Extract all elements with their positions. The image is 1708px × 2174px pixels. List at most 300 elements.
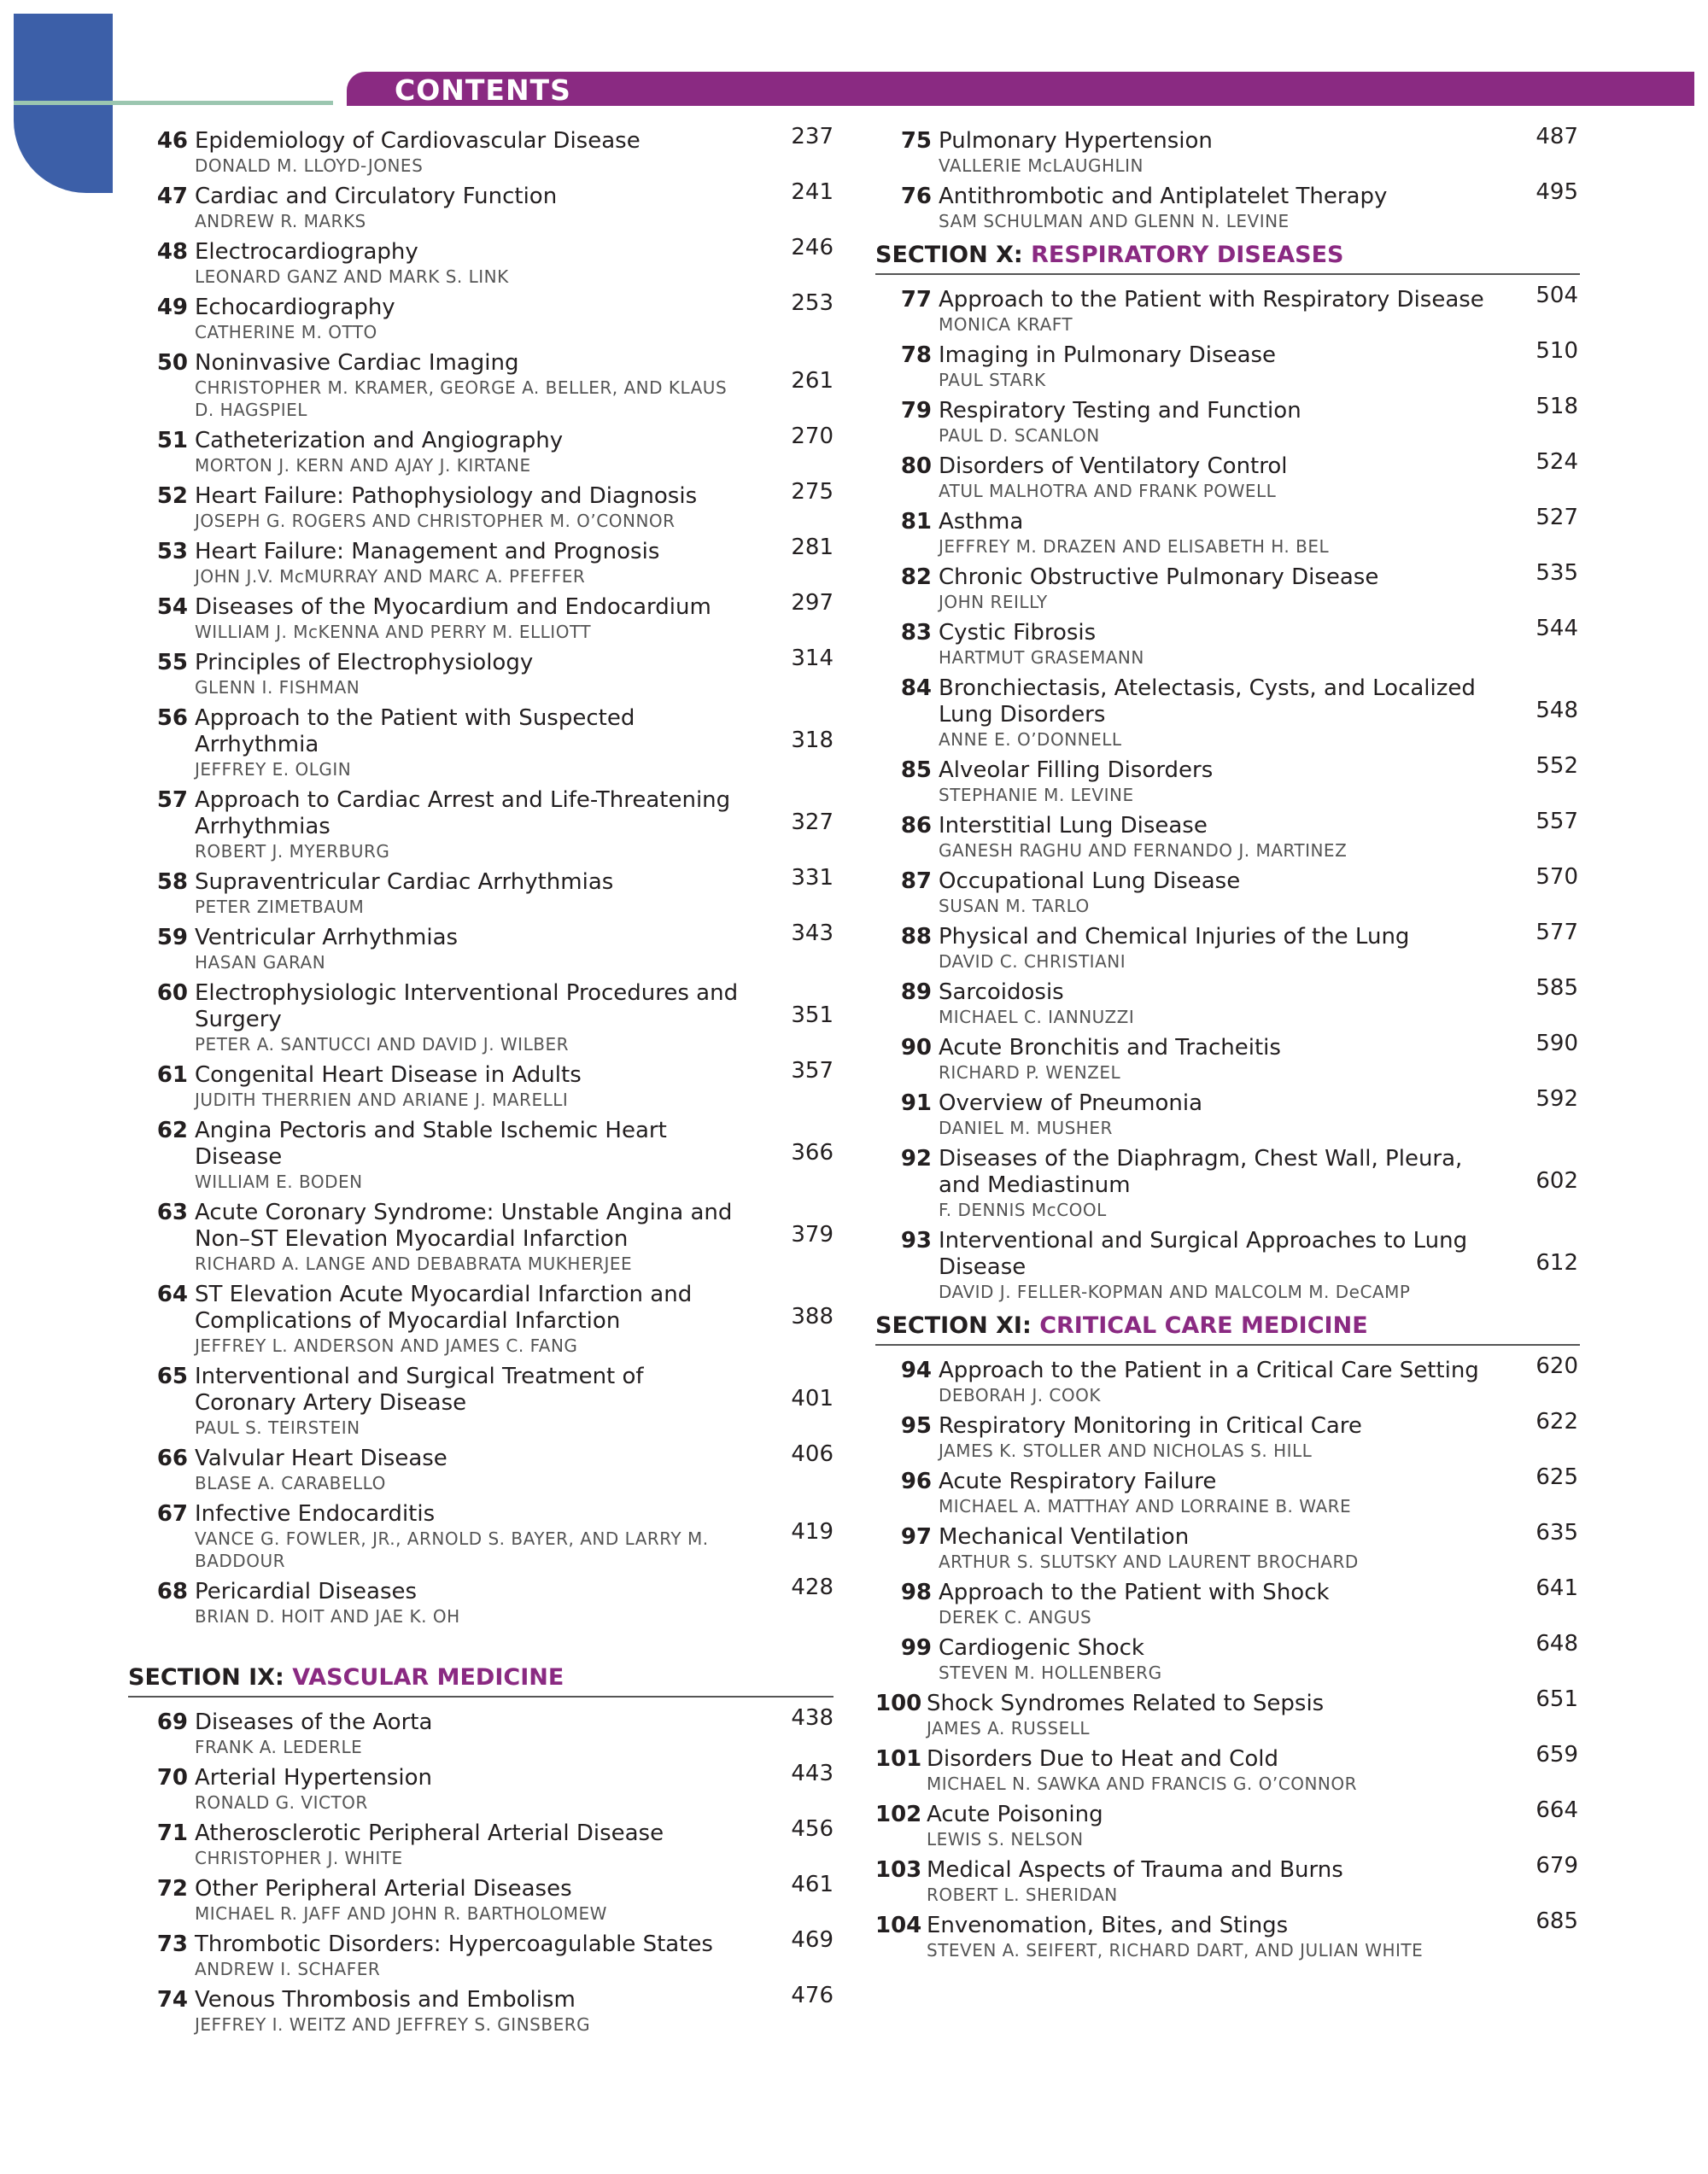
toc-entry[interactable] — [887, 975, 1580, 1028]
chapter-number: 61 — [156, 1062, 188, 1088]
entry-list — [875, 124, 1580, 232]
chapter-page: 261 — [791, 368, 834, 394]
chapter-authors: FRANK A. LEDERLE — [195, 1737, 363, 1757]
chapter-authors: MICHAEL A. MATTHAY AND LORRAINE B. WARE — [939, 1496, 1352, 1517]
chapter-title: Principles of Electrophysiology — [195, 650, 534, 675]
chapter-number: 83 — [900, 620, 932, 646]
chapter-page: 622 — [1535, 1409, 1578, 1435]
section-prefix: SECTION IX: — [128, 1664, 284, 1691]
chapter-page: 281 — [791, 535, 834, 560]
section-heading — [128, 1663, 834, 1698]
chapter-page: 351 — [791, 1002, 834, 1028]
chapter-title: Acute Bronchitis and Tracheitis — [939, 1035, 1281, 1061]
chapter-title: Approach to Cardiac Arrest and Life-Threatening Arrhythmias — [195, 787, 731, 839]
toc-entry[interactable] — [887, 809, 1580, 862]
chapter-title: ST Elevation Acute Myocardial Infarction and Complications of Myocardial Infarction — [195, 1282, 693, 1334]
chapter-page: 592 — [1535, 1086, 1578, 1112]
chapter-authors: MONICA KRAFT — [939, 314, 1073, 335]
entry-list — [875, 1353, 1580, 1961]
chapter-number: 80 — [900, 453, 932, 479]
toc-entry[interactable] — [143, 1705, 834, 1758]
chapter-number: 48 — [156, 239, 188, 265]
chapter-number: 104 — [875, 1913, 922, 1938]
chapter-page: 585 — [1535, 975, 1578, 1001]
toc-entry[interactable] — [875, 1908, 1580, 1961]
chapter-authors: ROBERT J. MYERBURG — [195, 841, 390, 862]
chapter-number: 94 — [900, 1358, 932, 1383]
toc-entry[interactable] — [143, 787, 834, 862]
chapter-page: 510 — [1535, 338, 1578, 364]
chapter-title: Congenital Heart Disease in Adults — [195, 1062, 582, 1088]
chapter-page: 544 — [1535, 616, 1578, 641]
chapter-number: 74 — [156, 1987, 188, 2013]
chapter-title: Echocardiography — [195, 295, 395, 320]
toc-entry[interactable] — [143, 290, 834, 343]
chapter-page: 524 — [1535, 449, 1578, 475]
chapter-page: 570 — [1535, 864, 1578, 890]
toc-entry[interactable] — [887, 616, 1580, 669]
toc-entry[interactable] — [143, 865, 834, 918]
toc-entry[interactable] — [887, 1031, 1580, 1084]
chapter-number: 50 — [156, 350, 188, 376]
chapter-page: 343 — [791, 920, 834, 946]
toc-entry[interactable] — [887, 394, 1580, 447]
chapter-title: Cardiogenic Shock — [939, 1635, 1144, 1661]
chapter-title: Asthma — [939, 509, 1024, 535]
chapter-authors: DANIEL M. MUSHER — [939, 1118, 1113, 1138]
chapter-authors: PAUL S. TEIRSTEIN — [195, 1417, 360, 1438]
chapter-title: Occupational Lung Disease — [939, 868, 1241, 894]
chapter-number: 49 — [156, 295, 188, 320]
chapter-number: 89 — [900, 979, 932, 1005]
chapter-page: 635 — [1535, 1520, 1578, 1546]
chapter-number: 54 — [156, 594, 188, 620]
chapter-authors: ATUL MALHOTRA AND FRANK POWELL — [939, 481, 1277, 501]
chapter-authors: SAM SCHULMAN AND GLENN N. LEVINE — [939, 211, 1290, 231]
chapter-title: Medical Aspects of Trauma and Burns — [927, 1857, 1343, 1883]
chapter-authors: JEFFREY E. OLGIN — [195, 759, 352, 780]
chapter-title: Angina Pectoris and Stable Ischemic Heart Disease — [195, 1118, 667, 1170]
chapter-page: 685 — [1535, 1908, 1578, 1934]
chapter-number: 76 — [900, 184, 932, 209]
chapter-number: 79 — [900, 398, 932, 424]
chapter-number: 87 — [900, 868, 932, 894]
chapter-title: Venous Thrombosis and Embolism — [195, 1987, 576, 2013]
chapter-authors: VANCE G. FOWLER, JR., ARNOLD S. BAYER, AND LARRY M. BADDOUR — [195, 1528, 709, 1571]
chapter-title: Diseases of the Aorta — [195, 1709, 433, 1735]
chapter-title: Other Peripheral Arterial Diseases — [195, 1876, 572, 1902]
chapter-number: 77 — [900, 287, 932, 313]
chapter-title: Approach to the Patient with Shock — [939, 1580, 1330, 1605]
chapter-title: Epidemiology of Cardiovascular Disease — [195, 128, 640, 154]
chapter-number: 100 — [875, 1691, 922, 1716]
chapter-number: 47 — [156, 184, 188, 209]
chapter-page: 419 — [791, 1519, 834, 1545]
chapter-authors: ARTHUR S. SLUTSKY AND LAURENT BROCHARD — [939, 1552, 1359, 1572]
chapter-number: 59 — [156, 925, 188, 950]
chapter-title: Atherosclerotic Peripheral Arterial Disease — [195, 1820, 664, 1846]
chapter-page: 379 — [791, 1222, 834, 1248]
chapter-title: Imaging in Pulmonary Disease — [939, 342, 1277, 368]
toc-entry[interactable] — [143, 479, 834, 532]
chapter-authors: GANESH RAGHU AND FERNANDO J. MARTINEZ — [939, 840, 1348, 861]
chapter-authors: JEFFREY L. ANDERSON AND JAMES C. FANG — [195, 1335, 578, 1356]
chapter-authors: JUDITH THERRIEN AND ARIANE J. MARELLI — [195, 1090, 569, 1110]
chapter-number: 99 — [900, 1635, 932, 1661]
chapter-authors: STEVEN M. HOLLENBERG — [939, 1663, 1162, 1683]
chapter-page: 602 — [1535, 1168, 1578, 1194]
chapter-page: 557 — [1535, 809, 1578, 834]
chapter-title: Shock Syndromes Related to Sepsis — [927, 1691, 1325, 1716]
toc-entry[interactable] — [143, 1575, 834, 1628]
chapter-title: Electrocardiography — [195, 239, 418, 265]
toc-entry[interactable] — [143, 1501, 834, 1572]
section-prefix: SECTION X: — [875, 242, 1023, 268]
chapter-page: 388 — [791, 1304, 834, 1330]
toc-entry[interactable] — [887, 124, 1580, 177]
chapter-title: Bronchiectasis, Atelectasis, Cysts, and Localized Lung Disorders — [939, 675, 1476, 728]
chapter-page: 577 — [1535, 920, 1578, 945]
chapter-authors: JAMES A. RUSSELL — [927, 1718, 1091, 1739]
toc-entry[interactable] — [143, 920, 834, 973]
chapter-title: Acute Respiratory Failure — [939, 1469, 1217, 1494]
chapter-title: Valvular Heart Disease — [195, 1446, 447, 1471]
chapter-title: Supraventricular Cardiac Arrhythmias — [195, 869, 614, 895]
chapter-authors: JOSEPH G. ROGERS AND CHRISTOPHER M. O’CONNOR — [195, 511, 676, 531]
toc-entry[interactable] — [143, 1282, 834, 1357]
chapter-page: 331 — [791, 865, 834, 891]
section-heading — [875, 241, 1580, 275]
chapter-authors: PAUL STARK — [939, 370, 1046, 390]
chapter-number: 67 — [156, 1501, 188, 1527]
chapter-page: 401 — [791, 1386, 834, 1411]
chapter-authors: RICHARD A. LANGE AND DEBABRATA MUKHERJEE — [195, 1254, 633, 1274]
chapter-title: Pulmonary Hypertension — [939, 128, 1213, 154]
toc-entry[interactable] — [887, 1575, 1580, 1628]
toc-entry[interactable] — [143, 705, 834, 780]
chapter-authors: BLASE A. CARABELLO — [195, 1473, 386, 1493]
chapter-title: Arterial Hypertension — [195, 1765, 432, 1791]
chapter-title: Ventricular Arrhythmias — [195, 925, 459, 950]
chapter-page: 270 — [791, 424, 834, 449]
chapter-title: Alveolar Filling Disorders — [939, 757, 1214, 783]
right-column — [875, 124, 1580, 1968]
chapter-number: 58 — [156, 869, 188, 895]
chapter-title: Diseases of the Myocardium and Endocardium — [195, 594, 711, 620]
chapter-page: 659 — [1535, 1742, 1578, 1768]
chapter-page: 620 — [1535, 1353, 1578, 1379]
chapter-number: 57 — [156, 787, 188, 813]
chapter-page: 679 — [1535, 1853, 1578, 1879]
section-name: VASCULAR MEDICINE — [292, 1664, 564, 1691]
chapter-number: 96 — [900, 1469, 932, 1494]
toc-entry[interactable] — [887, 338, 1580, 391]
chapter-authors: F. DENNIS McCOOL — [939, 1200, 1107, 1220]
chapter-authors: DAVID C. CHRISTIANI — [939, 951, 1126, 972]
toc-entry[interactable] — [143, 1761, 834, 1814]
chapter-authors: CATHERINE M. OTTO — [195, 322, 377, 342]
chapter-authors: ROBERT L. SHERIDAN — [927, 1885, 1118, 1905]
chapter-title: Approach to the Patient with Respiratory Disease — [939, 287, 1484, 313]
chapter-page: 641 — [1535, 1575, 1578, 1601]
toc-entry[interactable] — [887, 449, 1580, 502]
section-heading — [875, 1312, 1580, 1346]
chapter-number: 91 — [900, 1090, 932, 1116]
chapter-page: 527 — [1535, 505, 1578, 530]
chapter-authors: MORTON J. KERN AND AJAY J. KIRTANE — [195, 455, 531, 476]
chapter-number: 103 — [875, 1857, 922, 1883]
chapter-title: Infective Endocarditis — [195, 1501, 436, 1527]
header-accent-line — [14, 101, 333, 105]
chapter-page: 443 — [791, 1761, 834, 1786]
chapter-title: Disorders of Ventilatory Control — [939, 453, 1288, 479]
chapter-title: Envenomation, Bites, and Stings — [927, 1913, 1289, 1938]
chapter-title: Catheterization and Angiography — [195, 428, 564, 453]
chapter-authors: RICHARD P. WENZEL — [939, 1062, 1121, 1083]
toc-entry[interactable] — [143, 235, 834, 288]
toc-entry[interactable] — [143, 590, 834, 643]
toc-entry[interactable] — [887, 1228, 1580, 1303]
chapter-page: 438 — [791, 1705, 834, 1731]
chapter-page: 664 — [1535, 1797, 1578, 1823]
toc-entry[interactable] — [143, 980, 834, 1055]
chapter-number: 60 — [156, 980, 188, 1006]
chapter-number: 71 — [156, 1820, 188, 1846]
chapter-number: 55 — [156, 650, 188, 675]
chapter-title: Sarcoidosis — [939, 979, 1064, 1005]
chapter-number: 56 — [156, 705, 188, 731]
chapter-title: Overview of Pneumonia — [939, 1090, 1203, 1116]
chapter-authors: MICHAEL C. IANNUZZI — [939, 1007, 1135, 1027]
chapter-title: Approach to the Patient with Suspected Arrhythmia — [195, 705, 635, 757]
chapter-authors: JOHN REILLY — [939, 592, 1048, 612]
chapter-authors: HASAN GARAN — [195, 952, 326, 973]
toc-entry[interactable] — [143, 1816, 834, 1869]
chapter-authors: VALLERIE McLAUGHLIN — [939, 155, 1144, 176]
chapter-authors: HARTMUT GRASEMANN — [939, 647, 1144, 668]
chapter-title: Interventional and Surgical Treatment of Coronary Artery Disease — [195, 1364, 644, 1416]
page-title: CONTENTS — [395, 73, 571, 107]
entry-list — [128, 1705, 834, 2036]
toc-entry[interactable] — [143, 424, 834, 476]
chapter-title: Cystic Fibrosis — [939, 620, 1097, 646]
chapter-authors: DONALD M. LLOYD-JONES — [195, 155, 424, 176]
chapter-authors: LEWIS S. NELSON — [927, 1829, 1084, 1850]
toc-entry[interactable] — [143, 1441, 834, 1494]
chapter-authors: STEPHANIE M. LEVINE — [939, 785, 1134, 805]
chapter-authors: CHRISTOPHER J. WHITE — [195, 1848, 403, 1868]
chapter-number: 81 — [900, 509, 932, 535]
chapter-number: 90 — [900, 1035, 932, 1061]
chapter-number: 73 — [156, 1931, 188, 1957]
toc-entry[interactable] — [887, 179, 1580, 232]
chapter-number: 93 — [900, 1228, 932, 1254]
chapter-number: 53 — [156, 539, 188, 564]
toc-entry[interactable] — [887, 1631, 1580, 1684]
chapter-page: 548 — [1535, 698, 1578, 723]
chapter-page: 297 — [791, 590, 834, 616]
toc-entry[interactable] — [887, 560, 1580, 613]
chapter-authors: SUSAN M. TARLO — [939, 896, 1090, 916]
chapter-number: 86 — [900, 813, 932, 839]
toc-entry[interactable] — [887, 864, 1580, 917]
entry-list — [875, 283, 1580, 1303]
chapter-title: Physical and Chemical Injuries of the Lung — [939, 924, 1410, 950]
chapter-page: 241 — [791, 179, 834, 205]
chapter-title: Heart Failure: Management and Prognosis — [195, 539, 660, 564]
toc-entry[interactable] — [887, 1409, 1580, 1462]
chapter-page: 461 — [791, 1872, 834, 1897]
chapter-page: 590 — [1535, 1031, 1578, 1056]
chapter-number: 82 — [900, 564, 932, 590]
toc-entry[interactable] — [887, 1086, 1580, 1139]
chapter-number: 66 — [156, 1446, 188, 1471]
chapter-authors: ANNE E. O’DONNELL — [939, 729, 1122, 750]
toc-entry[interactable] — [143, 646, 834, 698]
chapter-number: 88 — [900, 924, 932, 950]
toc-entry[interactable] — [143, 179, 834, 232]
chapter-title: Respiratory Testing and Function — [939, 398, 1301, 424]
chapter-title: Interstitial Lung Disease — [939, 813, 1208, 839]
chapter-page: 253 — [791, 290, 834, 316]
chapter-title: Electrophysiologic Interventional Procedures and Surgery — [195, 980, 739, 1032]
chapter-title: Disorders Due to Heat and Cold — [927, 1746, 1278, 1772]
toc-entry[interactable] — [887, 505, 1580, 558]
chapter-page: 366 — [791, 1140, 834, 1166]
left-column — [128, 124, 834, 2043]
chapter-number: 102 — [875, 1802, 922, 1827]
chapter-number: 97 — [900, 1524, 932, 1550]
chapter-page: 518 — [1535, 394, 1578, 419]
toc-entry[interactable] — [143, 535, 834, 587]
toc-entry[interactable] — [887, 1520, 1580, 1573]
toc-entry[interactable] — [875, 1853, 1580, 1906]
chapter-number: 78 — [900, 342, 932, 368]
entry-list — [128, 124, 834, 1628]
chapter-page: 314 — [791, 646, 834, 671]
toc-entry[interactable] — [143, 1983, 834, 2036]
toc-entry[interactable] — [143, 350, 834, 421]
chapter-authors: DEREK C. ANGUS — [939, 1607, 1092, 1628]
chapter-title: Pericardial Diseases — [195, 1579, 418, 1604]
chapter-authors: PETER A. SANTUCCI AND DAVID J. WILBER — [195, 1034, 569, 1055]
chapter-number: 84 — [900, 675, 932, 701]
chapter-authors: CHRISTOPHER M. KRAMER, GEORGE A. BELLER, AND KLAUS D. HAGSPIEL — [195, 377, 728, 420]
chapter-authors: MICHAEL N. SAWKA AND FRANCIS G. O’CONNOR — [927, 1774, 1358, 1794]
toc-entry[interactable] — [143, 124, 834, 177]
chapter-authors: JEFFREY I. WEITZ AND JEFFREY S. GINSBERG — [195, 2014, 591, 2035]
chapter-page: 318 — [791, 728, 834, 753]
section-name: RESPIRATORY DISEASES — [1031, 242, 1344, 268]
toc-entry[interactable] — [143, 1364, 834, 1439]
chapter-title: Diseases of the Diaphragm, Chest Wall, Pleura, and Mediastinum — [939, 1146, 1463, 1198]
toc-entry[interactable] — [143, 1872, 834, 1925]
chapter-page: 476 — [791, 1983, 834, 2008]
chapter-authors: LEONARD GANZ AND MARK S. LINK — [195, 266, 509, 287]
chapter-number: 62 — [156, 1118, 188, 1143]
chapter-number: 46 — [156, 128, 188, 154]
page-number: xxxii — [128, 72, 189, 98]
chapter-authors: ANDREW R. MARKS — [195, 211, 366, 231]
chapter-number: 85 — [900, 757, 932, 783]
chapter-title: Chronic Obstructive Pulmonary Disease — [939, 564, 1379, 590]
section-prefix: SECTION XI: — [875, 1312, 1032, 1339]
chapter-title: Respiratory Monitoring in Critical Care — [939, 1413, 1362, 1439]
chapter-title: Antithrombotic and Antiplatelet Therapy — [939, 184, 1388, 209]
toc-entry[interactable] — [887, 1146, 1580, 1221]
toc-entry[interactable] — [887, 675, 1580, 751]
toc-entry[interactable] — [875, 1742, 1580, 1795]
chapter-number: 70 — [156, 1765, 188, 1791]
chapter-number: 65 — [156, 1364, 188, 1389]
chapter-title: Approach to the Patient in a Critical Care Setting — [939, 1358, 1479, 1383]
chapter-title: Thrombotic Disorders: Hypercoagulable States — [195, 1931, 713, 1957]
toc-entry[interactable] — [887, 1464, 1580, 1517]
chapter-number: 52 — [156, 483, 188, 509]
chapter-authors: ANDREW I. SCHAFER — [195, 1959, 381, 1979]
toc-entry[interactable] — [875, 1797, 1580, 1850]
chapter-page: 487 — [1535, 124, 1578, 149]
chapter-authors: MICHAEL R. JAFF AND JOHN R. BARTHOLOMEW — [195, 1903, 607, 1924]
chapter-authors: WILLIAM E. BODEN — [195, 1172, 363, 1192]
chapter-page: 648 — [1535, 1631, 1578, 1657]
toc-entry[interactable] — [887, 753, 1580, 806]
chapter-number: 69 — [156, 1709, 188, 1735]
chapter-title: Noninvasive Cardiac Imaging — [195, 350, 519, 376]
chapter-authors: RONALD G. VICTOR — [195, 1792, 368, 1813]
chapter-title: Cardiac and Circulatory Function — [195, 184, 558, 209]
chapter-authors: GLENN I. FISHMAN — [195, 677, 360, 698]
chapter-page: 535 — [1535, 560, 1578, 586]
chapter-number: 64 — [156, 1282, 188, 1307]
chapter-authors: PAUL D. SCANLON — [939, 425, 1100, 446]
chapter-page: 406 — [791, 1441, 834, 1467]
chapter-authors: BRIAN D. HOIT AND JAE K. OH — [195, 1606, 460, 1627]
chapter-page: 495 — [1535, 179, 1578, 205]
chapter-page: 357 — [791, 1058, 834, 1084]
toc-entry[interactable] — [887, 283, 1580, 336]
chapter-page: 246 — [791, 235, 834, 260]
toc-entry[interactable] — [143, 1200, 834, 1275]
chapter-number: 68 — [156, 1579, 188, 1604]
chapter-number: 95 — [900, 1413, 932, 1439]
chapter-authors: JOHN J.V. McMURRAY AND MARC A. PFEFFER — [195, 566, 586, 587]
chapter-page: 651 — [1535, 1686, 1578, 1712]
chapter-authors: PETER ZIMETBAUM — [195, 897, 365, 917]
toc-entry[interactable] — [887, 1353, 1580, 1406]
chapter-title: Acute Poisoning — [927, 1802, 1103, 1827]
chapter-page: 428 — [791, 1575, 834, 1600]
chapter-authors: DAVID J. FELLER-KOPMAN AND MALCOLM M. DeCAMP — [939, 1282, 1411, 1302]
chapter-number: 92 — [900, 1146, 932, 1172]
toc-entry[interactable] — [143, 1927, 834, 1980]
chapter-number: 101 — [875, 1746, 922, 1772]
chapter-number: 72 — [156, 1876, 188, 1902]
chapter-number: 63 — [156, 1200, 188, 1225]
chapter-authors: WILLIAM J. McKENNA AND PERRY M. ELLIOTT — [195, 622, 592, 642]
chapter-title: Mechanical Ventilation — [939, 1524, 1190, 1550]
chapter-page: 504 — [1535, 283, 1578, 308]
chapter-number: 75 — [900, 128, 932, 154]
toc-entry[interactable] — [887, 920, 1580, 973]
toc-entry[interactable] — [875, 1686, 1580, 1739]
toc-entry[interactable] — [143, 1118, 834, 1193]
toc-entry[interactable] — [143, 1058, 834, 1111]
chapter-page: 237 — [791, 124, 834, 149]
chapter-page: 552 — [1535, 753, 1578, 779]
chapter-page: 456 — [791, 1816, 834, 1842]
chapter-page: 625 — [1535, 1464, 1578, 1490]
